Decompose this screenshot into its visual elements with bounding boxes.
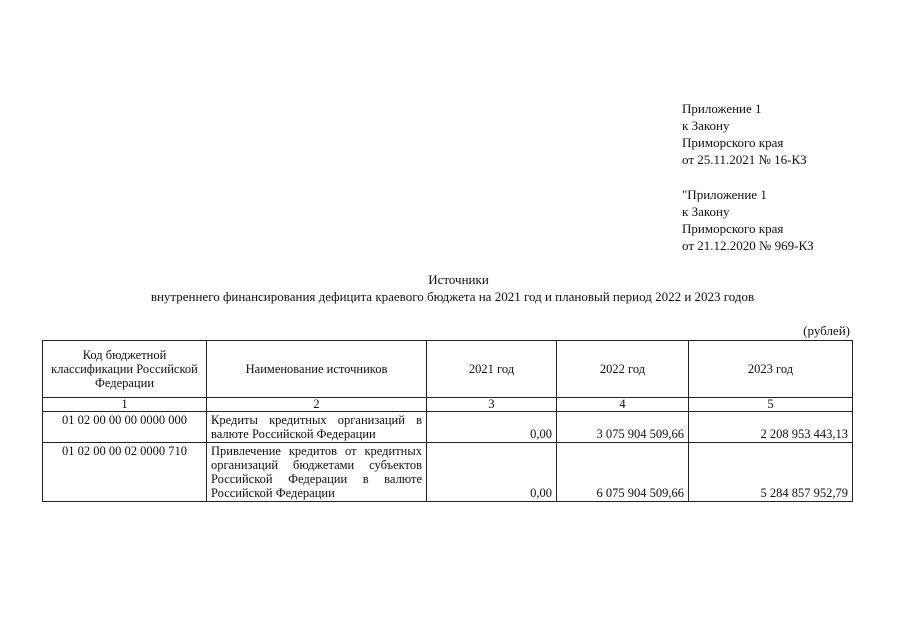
column-number: 5 (689, 398, 853, 412)
row-code: 01 02 00 00 00 0000 000 (43, 412, 207, 443)
column-number: 2 (207, 398, 427, 412)
appendix-line: Приложение 1 (682, 101, 762, 116)
table-header-row (43, 341, 853, 398)
appendix-line: Приморского края (682, 135, 784, 150)
appendix-line: Приморского края (682, 221, 784, 236)
appendix-line: "Приложение 1 (682, 187, 767, 202)
document-subtitle: внутреннего финансирования дефицита краевого бюджета на 2021 год и плановый период 2022 и 2023 годов (150, 289, 755, 304)
header-2021: 2021 год (427, 341, 557, 398)
appendix-block-previous (682, 186, 814, 254)
row-value-2021: 0,00 (427, 412, 557, 443)
column-number: 4 (557, 398, 689, 412)
column-number: 3 (427, 398, 557, 412)
appendix-block-current (682, 100, 807, 168)
document-title: Источники (428, 272, 489, 287)
header-code: Код бюджетной классификации Российской Федерации (43, 341, 207, 398)
row-value-2023: 2 208 953 443,13 (689, 412, 853, 443)
table-row (43, 443, 853, 502)
header-2023: 2023 год (689, 341, 853, 398)
sources-table (42, 340, 853, 502)
appendix-line: от 21.12.2020 № 969-КЗ (682, 238, 814, 253)
row-value-2023: 5 284 857 952,79 (689, 443, 853, 502)
row-name: Привлечение кредитов от кредитных организаций бюджетами субъектов Российской Федерации в валюте Российской Федерации (207, 443, 427, 502)
header-2022: 2022 год (557, 341, 689, 398)
appendix-line: к Закону (682, 118, 730, 133)
row-value-2022: 3 075 904 509,66 (557, 412, 689, 443)
header-name: Наименование источников (207, 341, 427, 398)
appendix-line: от 25.11.2021 № 16-КЗ (682, 152, 807, 167)
column-number-row (43, 398, 853, 412)
column-number: 1 (43, 398, 207, 412)
table-row (43, 412, 853, 443)
row-value-2021: 0,00 (427, 443, 557, 502)
row-value-2022: 6 075 904 509,66 (557, 443, 689, 502)
row-code: 01 02 00 00 02 0000 710 (43, 443, 207, 502)
row-name: Кредиты кредитных организаций в валюте Российской Федерации (207, 412, 427, 443)
appendix-line: к Закону (682, 204, 730, 219)
units-label: (рублей) (803, 323, 850, 338)
